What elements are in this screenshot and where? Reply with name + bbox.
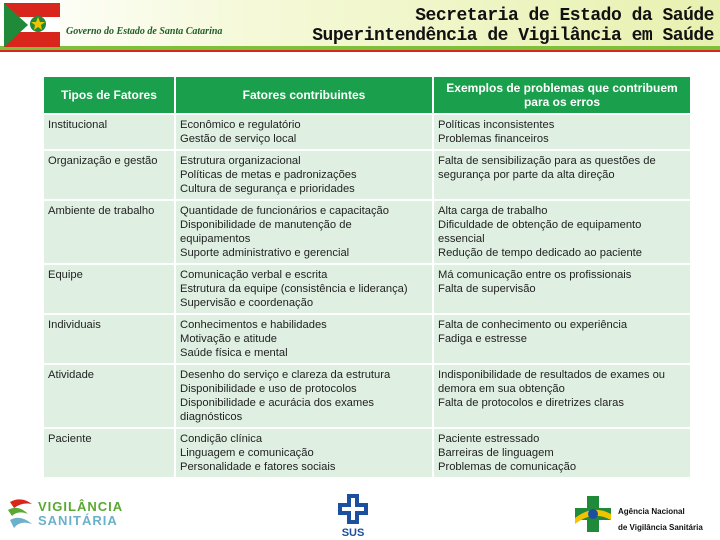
problem-example-line: Falta de sensibilização para as questões de [438,155,656,167]
contributing-factor-line: Quantidade de funcionários e capacitação [180,205,389,217]
factor-type-text: Individuais [48,319,101,331]
problem-example-line: Falta de protocolos e diretrizes claras [438,397,624,409]
factor-type-text: Ambiente de trabalho [48,205,155,217]
table-row [43,150,691,200]
factor-type-text: Atividade [48,369,95,381]
factor-type-cell [43,428,175,478]
sus-label: SUS [341,527,365,538]
table-row [43,264,691,314]
factor-type-cell [43,364,175,428]
factor-type-cell [43,150,175,200]
problem-example-line: Falta de supervisão [438,283,536,295]
problem-example-line: demora em sua obtenção [438,383,565,395]
header-stripe-red [0,50,720,52]
anvisa-line2: de Vigilância Sanitária [618,523,703,532]
problem-example-line: Alta carga de trabalho [438,205,548,217]
factor-type-cell [43,200,175,264]
page-header [0,0,720,62]
contributing-factor-line: Disponibilidade de manutenção de [180,219,352,231]
sus-logo-icon [336,492,370,538]
factor-type-cell [43,114,175,150]
contributing-factors-cell [175,264,433,314]
factor-type-text: Equipe [48,269,83,281]
factor-type-cell [43,264,175,314]
factor-type-cell [43,314,175,364]
factor-type-text: Institucional [48,119,108,131]
problem-example-line: Políticas inconsistentes [438,119,555,131]
problem-example-line: Redução de tempo dedicado ao paciente [438,247,643,259]
contributing-factors-cell [175,428,433,478]
contributing-factor-line: Linguagem e comunicação [180,447,314,459]
anvisa-line1: Agência Nacional [618,507,685,516]
visa-line2: SANITÁRIA [38,513,118,528]
problem-example-line: Indisponibilidade de resultados de exames ou [438,369,666,381]
page-title-line1: Secretaria de Estado da Saúde [415,6,714,26]
contributing-factor-line: Saúde física e mental [180,347,288,359]
problem-example-line: Fadiga e estresse [438,333,527,345]
vigilancia-sanitaria-logo-icon [6,496,36,534]
contributing-factors-cell [175,200,433,264]
contributing-factor-line: Disponibilidade e acurácia dos exames [180,397,375,409]
contributing-factor-line: Motivação e atitude [180,333,278,345]
table-row [43,428,691,478]
contributing-factors-cell [175,150,433,200]
header-cell-factors: Fatores contribuintes [175,76,433,114]
contributing-factor-line: Suporte administrativo e gerencial [180,247,350,259]
table-row [43,314,691,364]
contributing-factor-line: Comunicação verbal e escrita [180,269,328,281]
contributing-factor-line: Gestão de serviço local [180,133,297,145]
table-header-row [43,76,691,114]
contributing-factors-cell [175,314,433,364]
contributing-factor-line: diagnósticos [180,411,243,423]
problem-examples-cell [433,150,691,200]
page-footer [0,490,720,540]
contributing-factor-line: Estrutura organizacional [180,155,301,167]
contributing-factor-line: Disponibilidade e uso de protocolos [180,383,357,395]
visa-line1: VIGILÂNCIA [38,499,124,514]
table-row [43,364,691,428]
factor-type-text: Paciente [48,433,92,445]
contributing-factor-line: Conhecimentos e habilidades [180,319,327,331]
contributing-factors-cell [175,114,433,150]
problem-example-line: Falta de conhecimento ou experiência [438,319,628,331]
factors-table-container [42,75,690,479]
problem-examples-cell [433,200,691,264]
problem-example-line: segurança por parte da alta direção [438,169,615,181]
anvisa-text [618,504,703,536]
vigilancia-sanitaria-text [38,500,123,528]
contributing-factors-cell [175,364,433,428]
contributing-factor-line: Desenho do serviço e clareza da estrutura [180,369,391,381]
problem-example-line: Problemas financeiros [438,133,549,145]
problem-example-line: essencial [438,233,485,245]
header-cell-types: Tipos de Fatores [43,76,175,114]
table-body [43,114,691,478]
factors-table [42,75,692,479]
problem-example-line: Paciente estressado [438,433,540,445]
problem-examples-cell [433,364,691,428]
table-row [43,114,691,150]
santa-catarina-flag-icon [4,3,60,47]
problem-examples-cell [433,428,691,478]
anvisa-logo-icon [572,494,614,534]
contributing-factor-line: Políticas de metas e padronizações [180,169,357,181]
problem-examples-cell [433,264,691,314]
contributing-factor-line: Supervisão e coordenação [180,297,314,309]
table-row [43,200,691,264]
problem-example-line: Problemas de comunicação [438,461,577,473]
problem-example-line: Barreiras de linguagem [438,447,554,459]
factor-type-text: Organização e gestão [48,155,158,167]
problem-example-line: Dificuldade de obtenção de equipamento [438,219,642,231]
problem-example-line: Má comunicação entre os profissionais [438,269,632,281]
contributing-factor-line: Cultura de segurança e prioridades [180,183,355,195]
contributing-factor-line: Condição clínica [180,433,263,445]
page-title-line2: Superintendência de Vigilância em Saúde [312,26,714,46]
government-name: Governo do Estado de Santa Catarina [66,26,223,37]
contributing-factor-line: Econômico e regulatório [180,119,301,131]
contributing-factor-line: Estrutura da equipe (consistência e liderança) [180,283,408,295]
header-cell-examples: Exemplos de problemas que contribuem para os erros [433,76,691,114]
problem-examples-cell [433,314,691,364]
contributing-factor-line: Personalidade e fatores sociais [180,461,336,473]
problem-examples-cell [433,114,691,150]
contributing-factor-line: equipamentos [180,233,251,245]
